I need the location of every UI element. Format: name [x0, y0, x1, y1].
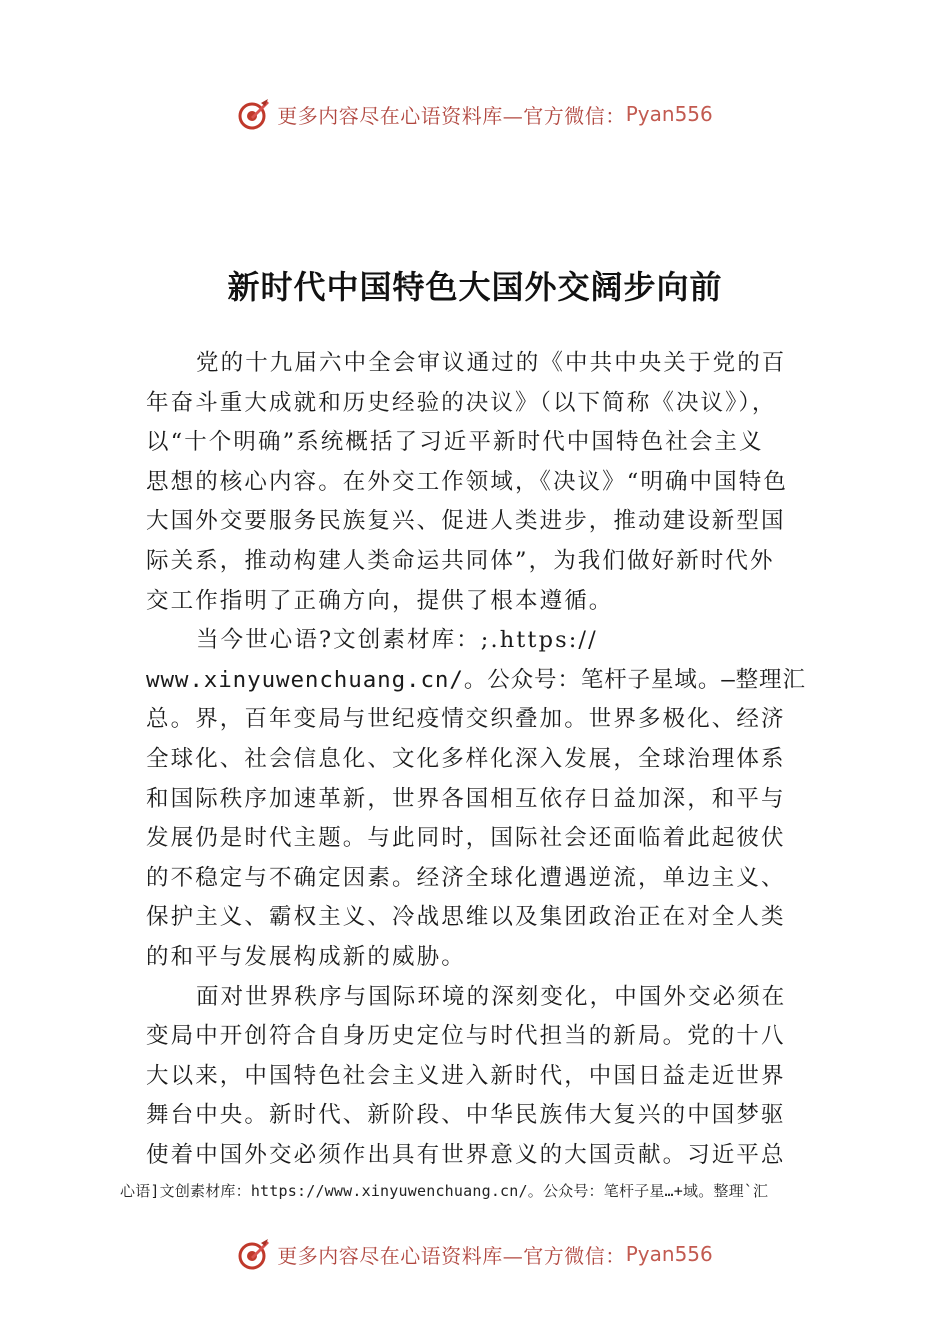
body-line: 大国外交要服务民族复兴、促进人类进步，推动建设新型国: [146, 508, 786, 535]
body-line: 际关系，推动构建人类命运共同体”，为我们做好新时代外: [146, 547, 775, 574]
body-line: 变局中开创符合自身历史定位与时代担当的新局。党的十八: [146, 1023, 786, 1050]
wechat-id: Pyan556: [625, 1242, 713, 1266]
body-line: 当今世心语?文创素材库：;.https://: [196, 627, 598, 654]
body-line: 使着中国外交必须作出具有世界意义的大国贡献。习近平总: [146, 1141, 786, 1168]
body-line: 交工作指明了正确方向，提供了根本遵循。: [146, 587, 614, 614]
body-line: 思想的核心内容。在外交工作领域，《决议》“明确中国特色: [146, 468, 788, 495]
footer-banner: [0, 1232, 950, 1276]
body-line: 总。界，百年变局与世纪疫情交织叠加。世界多极化、经济: [146, 706, 786, 733]
body-line: 的不稳定与不确定因素。经济全球化遭遇逆流，单边主义、: [146, 864, 786, 891]
body-line: 舞台中央。新时代、新阶段、中华民族伟大复兴的中国梦驱: [146, 1102, 786, 1129]
document-title: 新时代中国特色大国外交阔步向前: [227, 268, 723, 306]
body-line: 面对世界秩序与国际环境的深刻变化，中国外交必须在: [196, 983, 787, 1010]
wechat-id: Pyan556: [625, 102, 713, 126]
body-line: 保护主义、霸权主义、冷战思维以及集团政治正在对全人类: [146, 904, 786, 931]
body-line: www.xinyuwenchuang.cn/。公众号：笔杆子星域。—整理汇: [146, 666, 806, 693]
body-line: 以“十个明确”系统概括了习近平新时代中国特色社会主义: [146, 429, 764, 456]
body-line: 大以来，中国特色社会主义进入新时代，中国日益走近世界: [146, 1062, 786, 1089]
footer-note: 心语]文创素材库：https://www.xinyuwenchuang.cn/。公众号：笔杆子星…+域。整理`汇: [120, 1182, 769, 1200]
document-body: [146, 344, 808, 1175]
body-line: 党的十九届六中全会审议通过的《中共中央关于党的百: [196, 350, 787, 376]
body-line: 的和平与发展构成新的威胁。: [146, 943, 466, 970]
body-line: 年奋斗重大成就和历史经验的决议》（以下简称《决议》），: [146, 389, 777, 416]
header-banner: [0, 92, 950, 136]
quill-pen-logo-icon: [237, 1237, 271, 1271]
body-line: 发展仍是时代主题。与此同时，国际社会还面临着此起彼伏: [146, 825, 786, 852]
body-line: 全球化、社会信息化、文化多样化深入发展，全球治理体系: [146, 745, 786, 772]
banner-text: 更多内容尽在心语资料库—官方微信：: [277, 1243, 626, 1268]
quill-pen-logo-icon: [237, 97, 271, 131]
banner-text: 更多内容尽在心语资料库—官方微信：: [277, 103, 626, 128]
body-line: 和国际秩序加速革新，世界各国相互依存日益加深，和平与: [146, 785, 786, 812]
